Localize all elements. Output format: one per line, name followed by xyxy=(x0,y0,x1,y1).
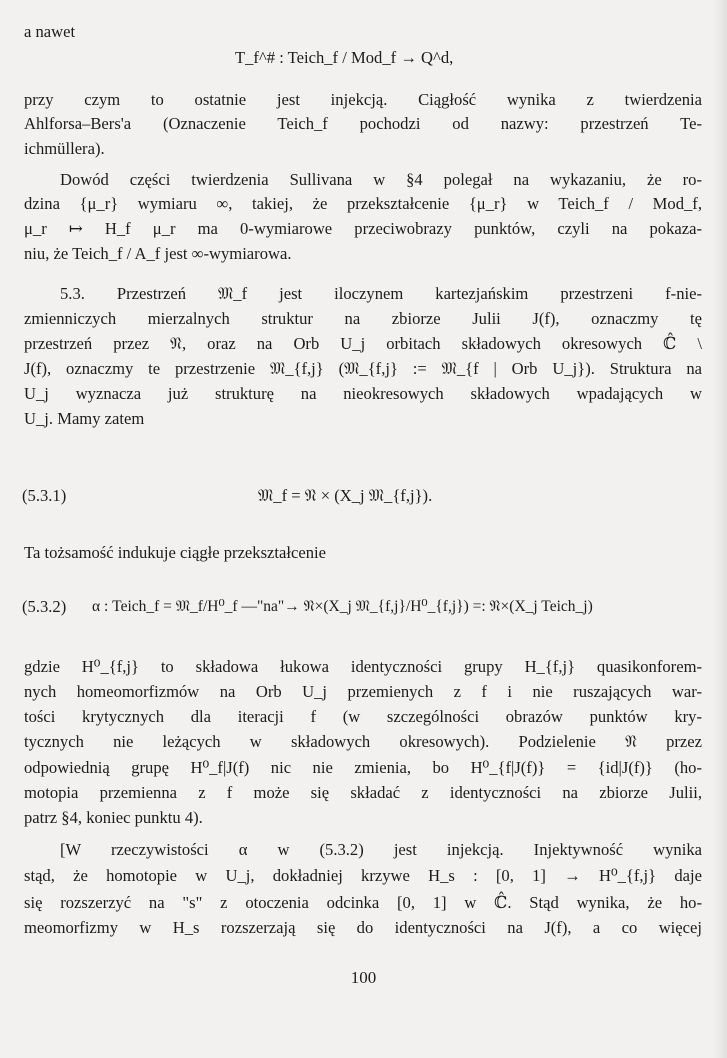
text-line-content: zmienniczych mierzalnych struktur na zbiorze Julii J(f), oznaczmy tę xyxy=(24,309,702,328)
text-line xyxy=(24,682,702,702)
equation-text: α : Teich_f = 𝔐_f/H⁰_f —"na"→ 𝔑×(X_j 𝔐_{f,j}/H⁰_{f,j}) =: 𝔑×(X_j Teich_j) xyxy=(92,598,593,615)
text-line-content: odpowiednią grupę H⁰_f|J(f) nic nie zmienia, bo H⁰_{f|J(f)} = {id|J(f)} (ho- xyxy=(24,758,702,777)
text-line xyxy=(60,170,702,190)
text-line-content: U_j. Mamy zatem xyxy=(24,409,145,428)
text-line-content: Dowód części twierdzenia Sullivana w §4 polegał na wykazaniu, że ro- xyxy=(60,170,702,189)
text-line-content: J(f), oznaczmy te przestrzenie 𝔐_{f,j} (𝔐_{f,j} := 𝔐_{f | Orb U_j}). Struktura na xyxy=(24,359,702,378)
text-line-content: tości krytycznych dla iteracji f (w szczególności obrazów punktów kry- xyxy=(24,707,702,726)
text-line-content: dzina {μ_r} wymiaru ∞, takiej, że przekształcenie {μ_r} w Teich_f / Mod_f, xyxy=(24,194,702,213)
text-line xyxy=(24,139,702,159)
text-line xyxy=(24,22,727,42)
equation-label xyxy=(22,597,66,617)
page-number-text: 100 xyxy=(350,968,377,987)
text-line-content: a nawet xyxy=(24,22,76,41)
equation-text: 𝔐_f = 𝔑 × (X_j 𝔐_{f,j}). xyxy=(258,486,433,505)
text-line-content: motopia przemienna z f może się składać z identyczności na zbiorze Julii, xyxy=(24,783,702,802)
text-line xyxy=(24,657,702,677)
text-line xyxy=(24,409,702,429)
text-line-content: Ahlforsa–Bers'a (Oznaczenie Teich_f pochodzi od nazwy: przestrzeń Te- xyxy=(24,114,702,133)
text-line xyxy=(24,334,702,354)
text-line xyxy=(24,359,702,379)
text-line xyxy=(24,384,702,404)
page-edge-shadow xyxy=(713,0,727,1058)
text-line xyxy=(24,808,702,828)
text-line xyxy=(24,219,702,239)
text-line-content: [W rzeczywistości α w (5.3.2) jest injekcją. Injektywność wynika xyxy=(60,840,702,859)
equation-5-3-2 xyxy=(92,597,593,616)
text-line xyxy=(24,918,702,938)
text-line-content: Ta tożsamość indukuje ciągłe przekształcenie xyxy=(24,543,327,562)
text-line-content: niu, że Teich_f / A_f jest ∞-wymiarowa. xyxy=(24,244,292,263)
text-line-content: przy czym to ostatnie jest injekcją. Ciągłość wynika z twierdzenia xyxy=(24,90,702,109)
equation-label-text: (5.3.2) xyxy=(22,597,67,616)
text-line-content: 5.3. Przestrzeń 𝔐_f jest iloczynem kartezjańskim przestrzeni f-nie- xyxy=(60,284,702,303)
text-line xyxy=(24,309,702,329)
text-line xyxy=(24,244,702,264)
text-line-content: gdzie H⁰_{f,j} to składowa łukowa identyczności grupy H_{f,j} quasikonforem- xyxy=(24,657,702,676)
equation-label-text: (5.3.1) xyxy=(22,486,67,505)
text-line-content: μ_r ↦ H_f μ_r ma 0-wymiarowe przeciwobrazy punktów, czyli na pokaza- xyxy=(24,219,702,238)
equation-text: T_f^# : Teich_f / Mod_f → Q^d, xyxy=(235,48,454,67)
text-line-content: ichmüllera). xyxy=(24,139,105,158)
text-line xyxy=(24,893,702,913)
text-line xyxy=(24,90,702,110)
text-line xyxy=(60,840,702,860)
text-line xyxy=(24,732,702,752)
text-line-content: patrz §4, koniec punktu 4). xyxy=(24,808,203,827)
text-line xyxy=(24,114,702,134)
page-number xyxy=(0,968,727,988)
text-line xyxy=(24,783,702,803)
equation-label xyxy=(22,486,66,506)
section-heading-line xyxy=(60,284,702,304)
text-line xyxy=(24,707,702,727)
text-line xyxy=(24,194,702,214)
text-line xyxy=(24,758,702,778)
text-line xyxy=(24,866,702,886)
text-line xyxy=(24,543,727,563)
text-line-content: nych homeomorfizmów na Orb U_j przemienych z f i nie ruszających war- xyxy=(24,682,702,701)
text-line-content: przestrzeń przez 𝔑, oraz na Orb U_j orbitach składowych okresowych ℂ̂ \ xyxy=(24,334,702,353)
text-line-content: U_j wyznacza już strukturę na nieokresowych składowych wpadających w xyxy=(24,384,702,403)
text-line-content: meomorfizmy w H_s rozszerzają się do identyczności na J(f), a co więcej xyxy=(24,918,702,937)
equation-5-3-1 xyxy=(258,486,432,506)
text-line-content: stąd, że homotopie w U_j, dokładniej krzywe H_s : [0, 1] → H⁰_{f,j} daje xyxy=(24,866,702,885)
equation-top xyxy=(235,48,453,68)
text-line-content: tycznych nie leżących w składowych okresowych). Podzielenie 𝔑 przez xyxy=(24,732,702,751)
text-line-content: się rozszerzyć na "s" z otoczenia odcinka [0, 1] w ℂ̂. Stąd wynika, że ho- xyxy=(24,893,702,912)
